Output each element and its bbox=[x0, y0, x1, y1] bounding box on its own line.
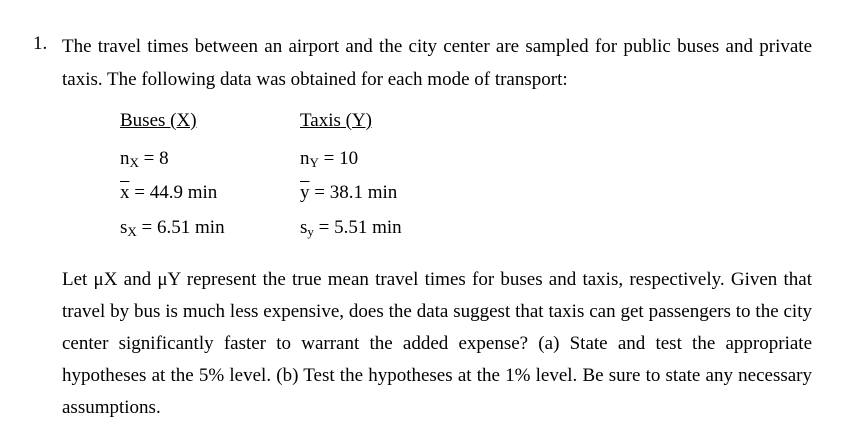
taxis-s-label: s bbox=[300, 217, 308, 238]
taxis-n-value: = 10 bbox=[323, 148, 359, 169]
buses-s-label: s bbox=[120, 217, 128, 238]
taxis-header: Taxis (Y) bbox=[300, 110, 373, 131]
taxis-mean-symbol: $\overline{y}$ bbox=[300, 182, 310, 203]
buses-mean-symbol: $\overline{x}$ bbox=[120, 182, 130, 203]
buses-mean-value: = 44.9 min bbox=[134, 182, 218, 203]
buses-sample-size bbox=[120, 148, 169, 171]
taxis-s-subscript: y bbox=[307, 224, 314, 239]
buses-n-subscript: X bbox=[129, 155, 139, 170]
question-body: Let μX and μY represent the true mean travel times for buses and taxis, respectively. Given that travel by bus is much less expensive, does the data suggest that taxis can get passengers to the city center significantly faster to warrant the added expense? (a) State and test the appropriate hypotheses at the 5% level. (b) Test the hypotheses at the 1% level. Be sure to state any necessary assumptions. bbox=[62, 269, 812, 418]
question-intro: The travel times between an airport and the city center are sampled for public buses and private taxis. The following data was obtained for each mode of transport: bbox=[62, 36, 812, 90]
buses-n-label: n bbox=[120, 148, 130, 169]
taxis-sample-sd bbox=[300, 217, 402, 240]
question-number: 1. bbox=[33, 33, 48, 54]
taxis-sample-mean bbox=[300, 182, 397, 204]
buses-s-value: = 6.51 min bbox=[141, 217, 225, 238]
taxis-n-label: n bbox=[300, 148, 310, 169]
buses-n-value: = 8 bbox=[143, 148, 169, 169]
taxis-mean-value: = 38.1 min bbox=[314, 182, 398, 203]
buses-sample-mean bbox=[120, 182, 217, 204]
buses-header: Buses (X) bbox=[120, 110, 197, 131]
buses-sample-sd bbox=[120, 217, 225, 240]
buses-s-subscript: X bbox=[127, 224, 137, 239]
taxis-n-subscript: Y bbox=[309, 155, 319, 170]
taxis-s-value: = 5.51 min bbox=[318, 217, 402, 238]
taxis-sample-size bbox=[300, 148, 358, 171]
